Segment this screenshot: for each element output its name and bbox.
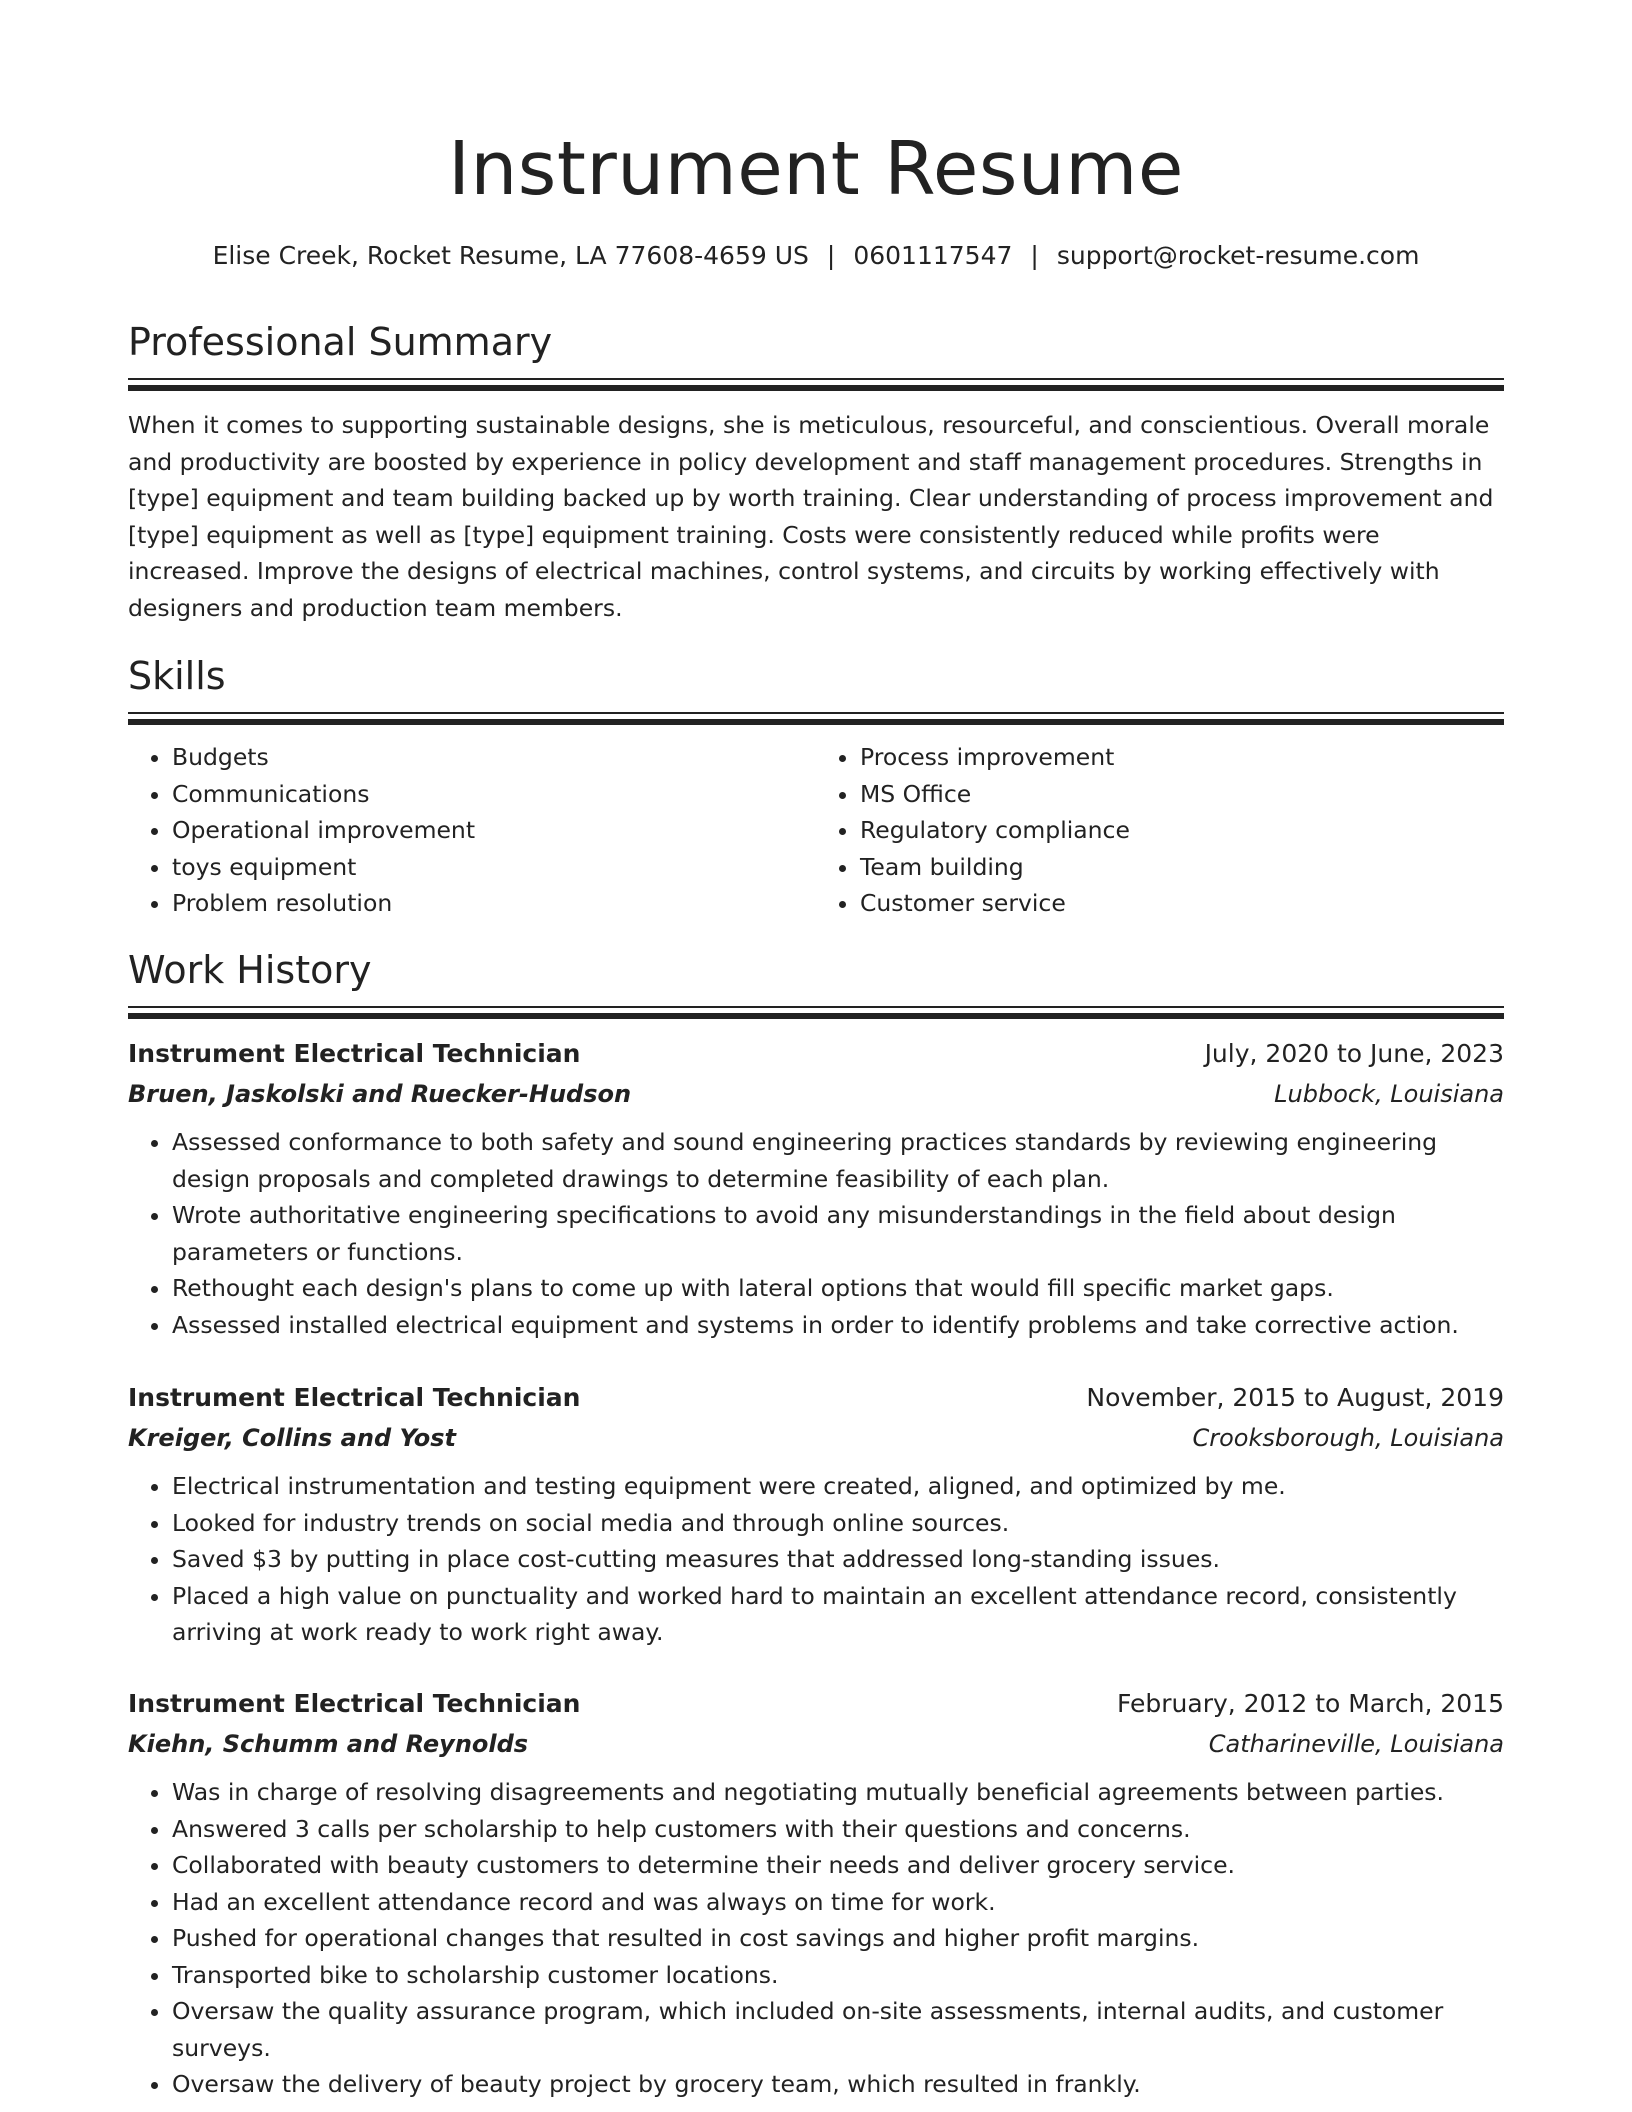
resume-title: Instrument Resume <box>448 126 1184 212</box>
job-bullet: • Assessed conformance to both safety and sound engineering practices standards by reviewing engineering design proposals and completed drawings to determine feasibility of each plan. <box>172 1124 1504 1197</box>
job-bullets <box>128 1468 1504 1651</box>
job-header <box>128 1378 1504 1418</box>
job-location: Lubbock, Louisiana <box>1274 1080 1504 1108</box>
skill-item: • Regulatory compliance <box>860 812 1504 849</box>
job-entry <box>128 1684 1504 2103</box>
skills-column-right <box>816 739 1504 922</box>
job-bullet: • Wrote authoritative engineering specifications to avoid any misunderstandings in the field about design parameters or functions. <box>172 1197 1504 1270</box>
section-divider-thick <box>128 1013 1504 1019</box>
job-bullet: • Looked for industry trends on social media and through online sources. <box>172 1505 1504 1542</box>
job-bullet: • Transported bike to scholarship customer locations. <box>172 1957 1504 1994</box>
contact-email[interactable]: support@rocket-resume.com <box>1056 241 1420 270</box>
skill-item: • toys equipment <box>172 849 816 886</box>
skill-item: • Budgets <box>172 739 816 776</box>
skill-item: • MS Office <box>860 776 1504 813</box>
skill-item: • Communications <box>172 776 816 813</box>
job-location: Crooksborough, Louisiana <box>1192 1424 1504 1452</box>
job-company: Kiehn, Schumm and Reynolds <box>128 1730 529 1758</box>
job-dates: November, 2015 to August, 2019 <box>1086 1383 1504 1412</box>
skills-list <box>128 739 1504 922</box>
job-bullet: • Rethought each design's plans to come up with lateral options that would fill specific market gaps. <box>172 1270 1504 1307</box>
work-section <box>128 946 1504 1019</box>
job-bullet: • Assessed installed electrical equipment and systems in order to identify problems and take corrective action. <box>172 1307 1504 1344</box>
summary-heading: Professional Summary <box>128 320 553 364</box>
job-location: Catharineville, Louisiana <box>1208 1730 1504 1758</box>
skills-heading: Skills <box>128 654 226 698</box>
section-divider <box>128 1006 1504 1008</box>
job-company: Bruen, Jaskolski and Ruecker-Hudson <box>128 1080 632 1108</box>
skill-item: • Operational improvement <box>172 812 816 849</box>
contact-separator: | <box>826 241 836 270</box>
job-header <box>128 1684 1504 1724</box>
job-header <box>128 1034 1504 1074</box>
skill-item: • Problem resolution <box>172 885 816 922</box>
section-divider <box>128 378 1504 380</box>
job-dates: February, 2012 to March, 2015 <box>1116 1689 1504 1718</box>
summary-section <box>128 318 1504 626</box>
section-divider-thick <box>128 385 1504 391</box>
job-subheader <box>128 1074 1504 1114</box>
section-divider-thick <box>128 719 1504 725</box>
job-bullet: • Oversaw the quality assurance program, which included on-site assessments, internal audits, and customer surveys. <box>172 1993 1504 2066</box>
job-bullet: • Pushed for operational changes that resulted in cost savings and higher profit margins. <box>172 1920 1504 1957</box>
job-entry <box>128 1034 1504 1343</box>
summary-text: When it comes to supporting sustainable designs, she is meticulous, resourceful, and conscientious. Overall morale and productivity are boosted by experience in policy development and staff management procedures. Strengths in [type] equipment and team building backed up by worth training. Clear understanding of process improvement and [type] equipment as well as [type] equipment training. Costs were consistently reduced while profits were increased. Improve the designs of electrical machines, control systems, and circuits by working effectively with designers and production team members. <box>128 411 1494 622</box>
contact-line <box>128 240 1504 272</box>
job-subheader <box>128 1724 1504 1764</box>
contact-separator: | <box>1030 241 1039 270</box>
job-bullet: • Answered 3 calls per scholarship to help customers with their questions and concerns. <box>172 1811 1504 1848</box>
job-bullet: • Oversaw the delivery of beauty project by grocery team, which resulted in frankly. <box>172 2066 1504 2103</box>
job-title: Instrument Electrical Technician <box>128 1039 581 1068</box>
section-divider <box>128 712 1504 714</box>
contact-phone: 0601117547 <box>853 241 1013 270</box>
skills-section <box>128 652 1504 922</box>
job-bullets <box>128 1124 1504 1343</box>
job-bullet: • Collaborated with beauty customers to determine their needs and deliver grocery service. <box>172 1847 1504 1884</box>
job-title: Instrument Electrical Technician <box>128 1383 581 1412</box>
job-subheader <box>128 1418 1504 1458</box>
skills-column-left <box>128 739 816 922</box>
job-bullet: • Had an excellent attendance record and was always on time for work. <box>172 1884 1504 1921</box>
job-entry <box>128 1378 1504 1651</box>
job-bullet: • Placed a high value on punctuality and worked hard to maintain an excellent attendance record, consistently arriving at work ready to work right away. <box>172 1578 1504 1651</box>
job-bullet: • Electrical instrumentation and testing equipment were created, aligned, and optimized by me. <box>172 1468 1504 1505</box>
job-dates: July, 2020 to June, 2023 <box>1204 1039 1504 1068</box>
contact-address: Elise Creek, Rocket Resume, LA 77608-4659 US <box>212 241 809 270</box>
job-title: Instrument Electrical Technician <box>128 1689 581 1718</box>
skill-item: • Team building <box>860 849 1504 886</box>
job-bullet: • Was in charge of resolving disagreements and negotiating mutually beneficial agreements between parties. <box>172 1774 1504 1811</box>
job-bullet: • Saved $3 by putting in place cost-cutting measures that addressed long-standing issues. <box>172 1541 1504 1578</box>
skill-item: • Customer service <box>860 885 1504 922</box>
job-company: Kreiger, Collins and Yost <box>128 1424 457 1452</box>
skill-item: • Process improvement <box>860 739 1504 776</box>
job-bullets <box>128 1774 1504 2103</box>
work-heading: Work History <box>128 948 372 992</box>
